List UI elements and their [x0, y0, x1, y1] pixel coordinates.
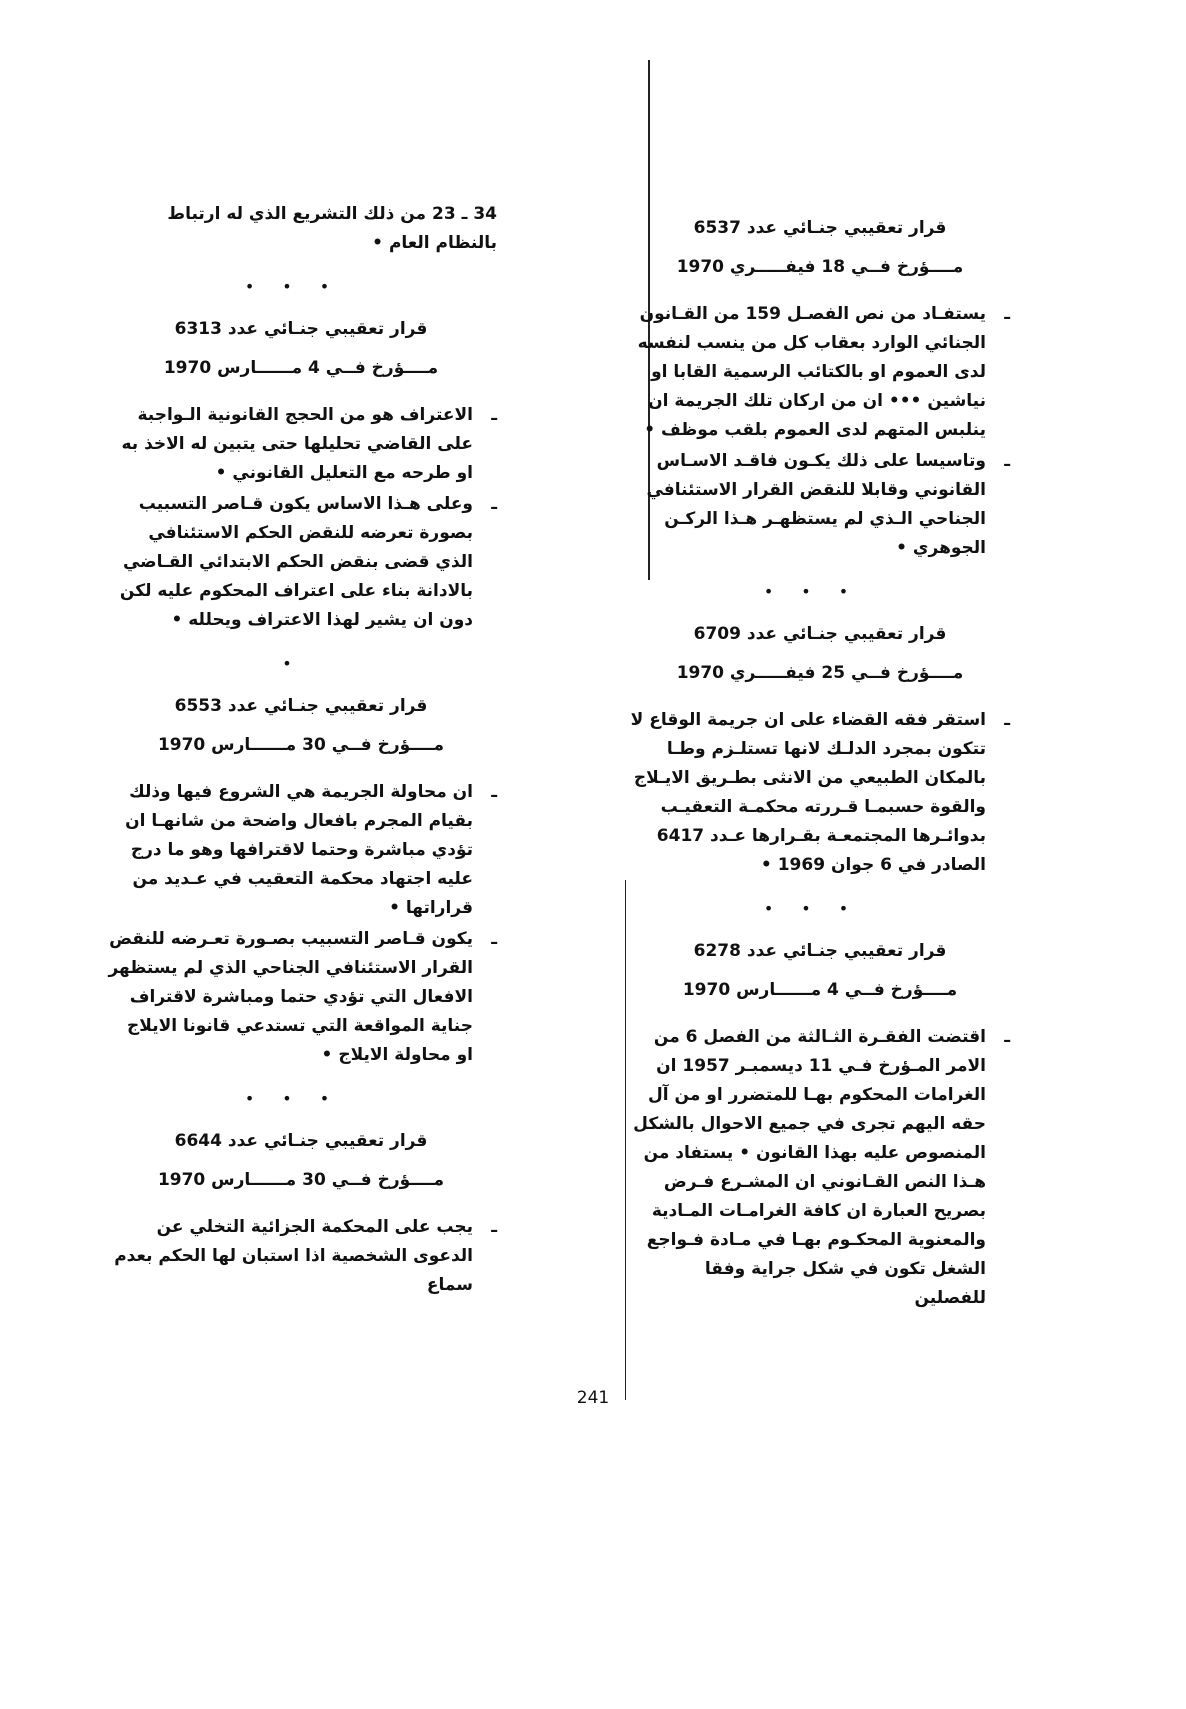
section-separator: ••• — [763, 582, 877, 601]
scan-artifact-line-lower — [625, 880, 626, 1400]
decision-heading: قرار تعقيبي جنـائي عدد 6278 — [693, 941, 947, 961]
decision-paragraph: ـ يستفـاد من نص الفصـل 159 من القـانون الجنائي الوارد بعقاب كل من ينسب لنفسه لدى العموم او بالكتائب الرسمية القابا او نياشين ••• ان من اركان تلك الجريمة ان ينلبس المتهم لدى العموم بلقب موظف • — [637, 304, 1010, 440]
section-separator: ••• — [244, 277, 358, 296]
decision-paragraph: ـ اقتضت الفقـرة الثـالثة من الفصل 6 من الامر المـؤرخ فـي 11 ديسمبـر 1957 ان الغرامات المحكوم بهـا للمتضرر او من آل حقه اليهم تجرى في جميع الاحوال بالشكل المنصوص عليه بهذا القانون • يستفاد من هـذا النص القـانوني ان المشـرع فـرض بصريح العبارة ان كافة الغرامـات المـادية والمعنوية المحكـوم بهـا في مـادة فـواجع الشغل تكون في شكل جراية وفقا للفصلين — [633, 1027, 1010, 1308]
decision-date: مــــؤرخ فــي 18 فيفـــــري 1970 — [676, 257, 964, 277]
decision-paragraph: ـ وتاسيسا على ذلك يكـون فاقـد الاسـاس القانوني وقابلا للنقض القرار الاستئنافي الجناحي الـذي لم يستظهـر هـذا الركـن الجوهري • — [646, 451, 1010, 558]
decision-heading: قرار تعقيبي جنـائي عدد 6537 — [693, 218, 947, 238]
decision-paragraph: ـ الاعتراف هو من الحجج القانونية الـواجبة على القاضي تحليلها حتى يتبين له الاخذ به او طرحه مع التعليل القانوني • — [121, 405, 497, 483]
decision-paragraph: ـ وعلى هـذا الاساس يكون قـاصر التسبيب بصورة تعرضه للنقض الحكم الاستئنافي الذي قضى بنقض الحكم الابتدائي القـاضي بالادانة بناء على اعتراف المحكوم عليه لكن دون ان يشير لهذا الاعتراف ويحلله • — [119, 494, 497, 630]
section-separator: ••• — [244, 1089, 358, 1108]
continuation-paragraph: 34 ـ 23 من ذلك التشريع الذي له ارتباط بالنظام العام • — [167, 204, 497, 253]
left-column — [105, 200, 497, 1302]
decision-heading: قرار تعقيبي جنـائي عدد 6709 — [693, 624, 947, 644]
decision-date: مــــؤرخ فــي 4 مــــــارس 1970 — [682, 980, 958, 1000]
decision-paragraph: ـ ان محاولة الجريمة هي الشروع فيها وذلك بقيام المجرم بافعال واضحة من شانهـا ان تؤدي مباشرة وحتما لاقترافها وهو ما درج عليه اجتهاد محكمة التعقيب في عـديد من قراراتها • — [125, 782, 497, 918]
decision-paragraph: ـ يكون قـاصر التسبيب بصـورة تعـرضه للنقض القرار الاستئنافي الجناحي الذي لم يستظهر الافعال التي تؤدي حتما ومباشرة لاقتراف جناية المواقعة التي تستدعي قانونا الايلاج او محاولة الايلاج • — [108, 929, 497, 1065]
decision-date: مــــؤرخ فــي 25 فيفـــــري 1970 — [676, 663, 964, 683]
section-separator: ••• — [763, 899, 877, 918]
decision-date: مــــؤرخ فــي 4 مــــــارس 1970 — [163, 358, 439, 378]
decision-date: مــــؤرخ فــي 30 مــــــارس 1970 — [157, 1170, 445, 1190]
decision-date: مــــؤرخ فــي 30 مــــــارس 1970 — [157, 735, 445, 755]
decision-paragraph: ـ استقر فقه القضاء على ان جريمة الوقاع لا تتكون بمجرد الدلـك لانها تستلـزم وطـا بالمكان الطبيعي من الانثى بطـريق الايـلاج والقوة حسبمـا قـررته محكمـة التعقيـب بدوائـرها المجتمعـة بقـرارها عـدد 6417 الصادر في 6 جوان 1969 • — [630, 710, 1010, 875]
decision-paragraph: ـ يجب على المحكمة الجزائية التخلي عن الدعوى الشخصية اذا استبان لها الحكم بعدم سماع — [114, 1217, 497, 1295]
section-separator: • — [282, 654, 320, 673]
decision-heading: قرار تعقيبي جنـائي عدد 6644 — [174, 1131, 428, 1151]
page-number: 241 — [576, 1388, 610, 1408]
decision-heading: قرار تعقيبي جنـائي عدد 6553 — [174, 696, 428, 716]
right-column — [630, 200, 1010, 1315]
decision-heading: قرار تعقيبي جنـائي عدد 6313 — [174, 319, 428, 339]
